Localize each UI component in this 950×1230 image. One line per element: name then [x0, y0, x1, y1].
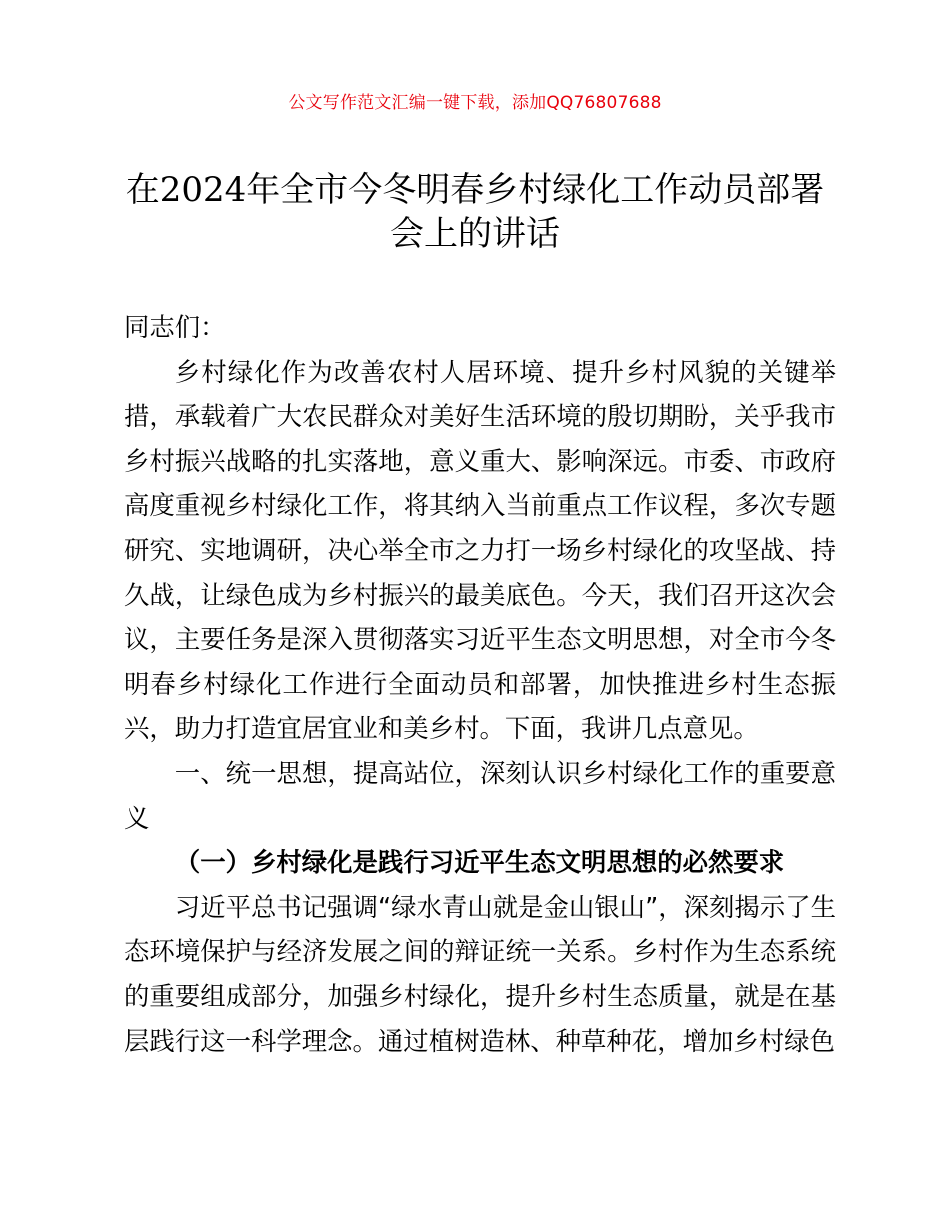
paragraph-intro: 乡村绿化作为改善农村人居环境、提升乡村风貌的关键举措，承载着广大农民群众对美好生活环境的殷切期盼，关乎我市乡村振兴战略的扎实落地，意义重大、影响深远。市委、市政府高度重视乡村绿化工作，将其纳入当前重点工作议程，多次专题研究、实地调研，决心举全市之力打一场乡村绿化的攻坚战、持久战，让绿色成为乡村振兴的最美底色。今天，我们召开这次会议，主要任务是深入贯彻落实习近平生态文明思想，对全市今冬明春乡村绿化工作进行全面动员和部署，加快推进乡村生态振兴，助力打造宜居宜业和美乡村。下面，我讲几点意见。	[124, 356, 836, 744]
download-banner: 公文写作范文汇编一键下载，添加QQ76807688	[288, 93, 662, 113]
document-title	[0, 168, 950, 256]
subsection-heading-1: （一）乡村绿化是践行习近平生态文明思想的必然要求	[174, 847, 785, 878]
section-heading-1: 一、统一思想，提高站位，深刻认识乡村绿化工作的重要意义	[124, 757, 836, 833]
title-line-1: 在2024年全市今冬明春乡村绿化工作动员部署	[125, 170, 825, 210]
paragraph-subsection-1: 习近平总书记强调“绿水青山就是金山银山”，深刻揭示了生态环境保护与经济发展之间的辩证统一关系。乡村作为生态系统的重要组成部分，加强乡村绿化，提升乡村生态质量，就是在基层践行这一科学理念。通过植树造林、种草种花，增加乡村绿色	[124, 891, 836, 1056]
document-body	[124, 305, 836, 1063]
salutation: 同志们：	[124, 312, 226, 342]
title-line-2: 会上的讲话	[390, 214, 560, 254]
